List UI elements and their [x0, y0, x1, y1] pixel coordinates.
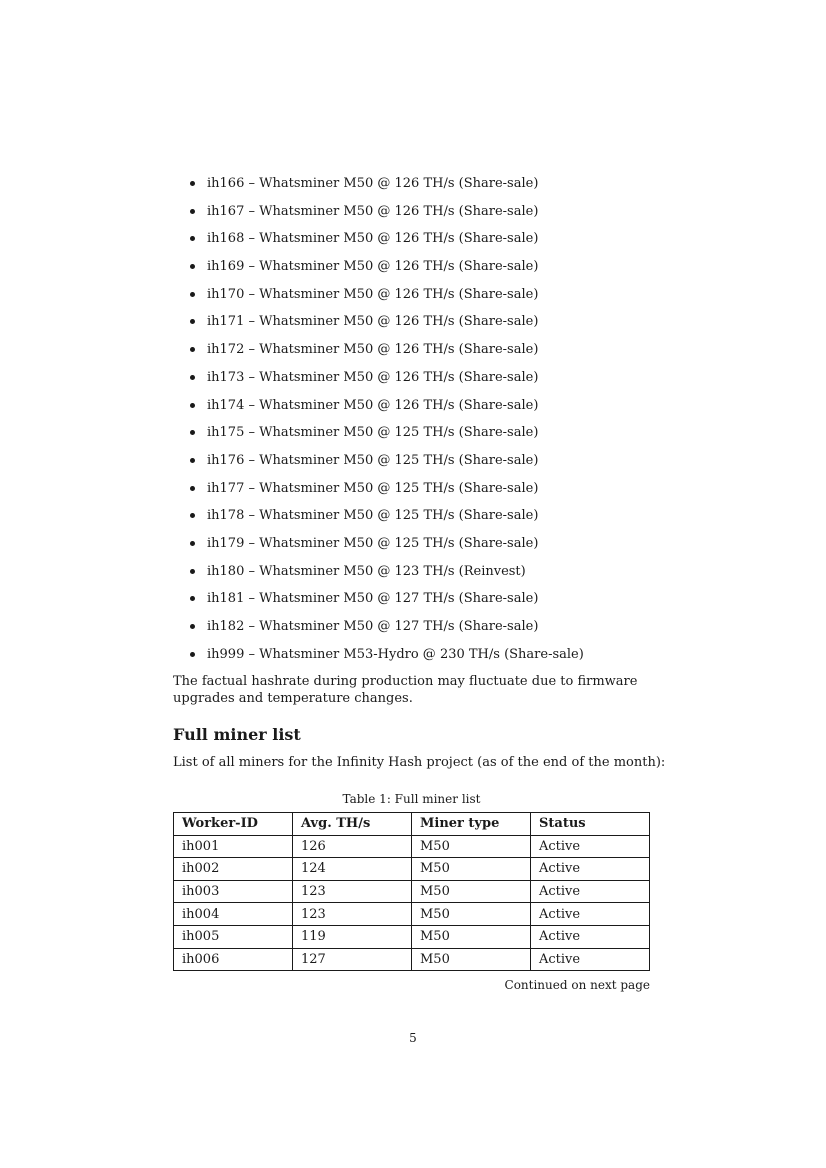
header-worker-id: Worker-ID	[174, 813, 293, 836]
miner-table	[173, 812, 650, 971]
cell-avg-ths: 124	[293, 858, 412, 881]
cell-worker-id: ih006	[174, 948, 293, 971]
cell-status: Active	[531, 948, 650, 971]
bullet-icon	[190, 596, 195, 601]
page-number: 5	[409, 1031, 417, 1045]
bullet-icon	[190, 319, 195, 324]
section-title: Full miner list	[173, 725, 301, 744]
list-item-text: ih168 – Whatsminer M50 @ 126 TH/s (Share-sale)	[207, 231, 539, 247]
table-row	[174, 858, 650, 881]
list-item-text: ih999 – Whatsminer M53-Hydro @ 230 TH/s (Share-sale)	[207, 646, 584, 662]
bullet-icon	[190, 209, 195, 214]
cell-miner-type: M50	[412, 948, 531, 971]
table-row	[174, 925, 650, 948]
intro-text: List of all miners for the Infinity Hash project (as of the end of the month):	[173, 755, 666, 770]
cell-worker-id: ih004	[174, 903, 293, 926]
cell-worker-id: ih001	[174, 835, 293, 858]
cell-avg-ths: 127	[293, 948, 412, 971]
list-item-text: ih177 – Whatsminer M50 @ 125 TH/s (Share-sale)	[207, 480, 539, 496]
bullet-icon	[190, 430, 195, 435]
list-item-text: ih176 – Whatsminer M50 @ 125 TH/s (Share-sale)	[207, 452, 539, 468]
header-status: Status	[531, 813, 650, 836]
cell-miner-type: M50	[412, 925, 531, 948]
cell-worker-id: ih003	[174, 880, 293, 903]
cell-avg-ths: 126	[293, 835, 412, 858]
cell-avg-ths: 123	[293, 903, 412, 926]
table-row	[174, 835, 650, 858]
table-row	[174, 903, 650, 926]
bullet-icon	[190, 513, 195, 518]
hashrate-note: The factual hashrate during production may fluctuate due to firmware upgrades and temperature changes.	[173, 674, 638, 706]
list-item-text: ih166 – Whatsminer M50 @ 126 TH/s (Share-sale)	[207, 176, 539, 191]
cell-avg-ths: 123	[293, 880, 412, 903]
bullet-icon	[190, 292, 195, 297]
list-item-text: ih169 – Whatsminer M50 @ 126 TH/s (Share-sale)	[207, 259, 539, 275]
cell-miner-type: M50	[412, 903, 531, 926]
table-header-row	[174, 813, 650, 836]
table-caption: Table 1: Full miner list	[342, 792, 481, 806]
cell-miner-type: M50	[412, 835, 531, 858]
list-item-text: ih167 – Whatsminer M50 @ 126 TH/s (Share-sale)	[207, 203, 539, 219]
table-row	[174, 948, 650, 971]
cell-status: Active	[531, 903, 650, 926]
cell-miner-type: M50	[412, 858, 531, 881]
bullet-icon	[190, 569, 195, 574]
bullet-icon	[190, 375, 195, 380]
cell-worker-id: ih005	[174, 925, 293, 948]
list-item-text: ih179 – Whatsminer M50 @ 125 TH/s (Share-sale)	[207, 535, 539, 551]
list-item-text: ih175 – Whatsminer M50 @ 125 TH/s (Share-sale)	[207, 425, 539, 441]
list-item-text: ih174 – Whatsminer M50 @ 126 TH/s (Share-sale)	[207, 397, 539, 413]
cell-avg-ths: 119	[293, 925, 412, 948]
bullet-icon	[190, 486, 195, 491]
bullet-icon	[190, 541, 195, 546]
list-item-text: ih180 – Whatsminer M50 @ 123 TH/s (Reinvest)	[207, 563, 526, 579]
list-item-text: ih178 – Whatsminer M50 @ 125 TH/s (Share-sale)	[207, 508, 539, 524]
list-item-text: ih173 – Whatsminer M50 @ 126 TH/s (Share-sale)	[207, 369, 539, 385]
cell-status: Active	[531, 925, 650, 948]
list-item-text: ih172 – Whatsminer M50 @ 126 TH/s (Share-sale)	[207, 342, 539, 358]
cell-status: Active	[531, 880, 650, 903]
cell-miner-type: M50	[412, 880, 531, 903]
bullet-icon	[190, 236, 195, 241]
list-item-text: ih170 – Whatsminer M50 @ 126 TH/s (Share-sale)	[207, 286, 539, 302]
bullet-icon	[190, 403, 195, 408]
bullet-icon	[190, 458, 195, 463]
list-item-text: ih182 – Whatsminer M50 @ 127 TH/s (Share-sale)	[207, 619, 539, 634]
bullet-icon	[190, 181, 195, 186]
header-miner-type: Miner type	[412, 813, 531, 836]
cell-status: Active	[531, 858, 650, 881]
bullet-icon	[190, 652, 195, 657]
list-item-text: ih181 – Whatsminer M50 @ 127 TH/s (Share-sale)	[207, 591, 539, 607]
cell-worker-id: ih002	[174, 858, 293, 881]
cell-status: Active	[531, 835, 650, 858]
table-row	[174, 880, 650, 903]
bullet-icon	[190, 264, 195, 269]
bullet-icon	[190, 624, 195, 629]
list-item-text: ih171 – Whatsminer M50 @ 126 TH/s (Share-sale)	[207, 314, 539, 330]
bullet-icon	[190, 347, 195, 352]
continued-note: Continued on next page	[504, 978, 650, 992]
header-avg-ths: Avg. TH/s	[293, 813, 412, 836]
